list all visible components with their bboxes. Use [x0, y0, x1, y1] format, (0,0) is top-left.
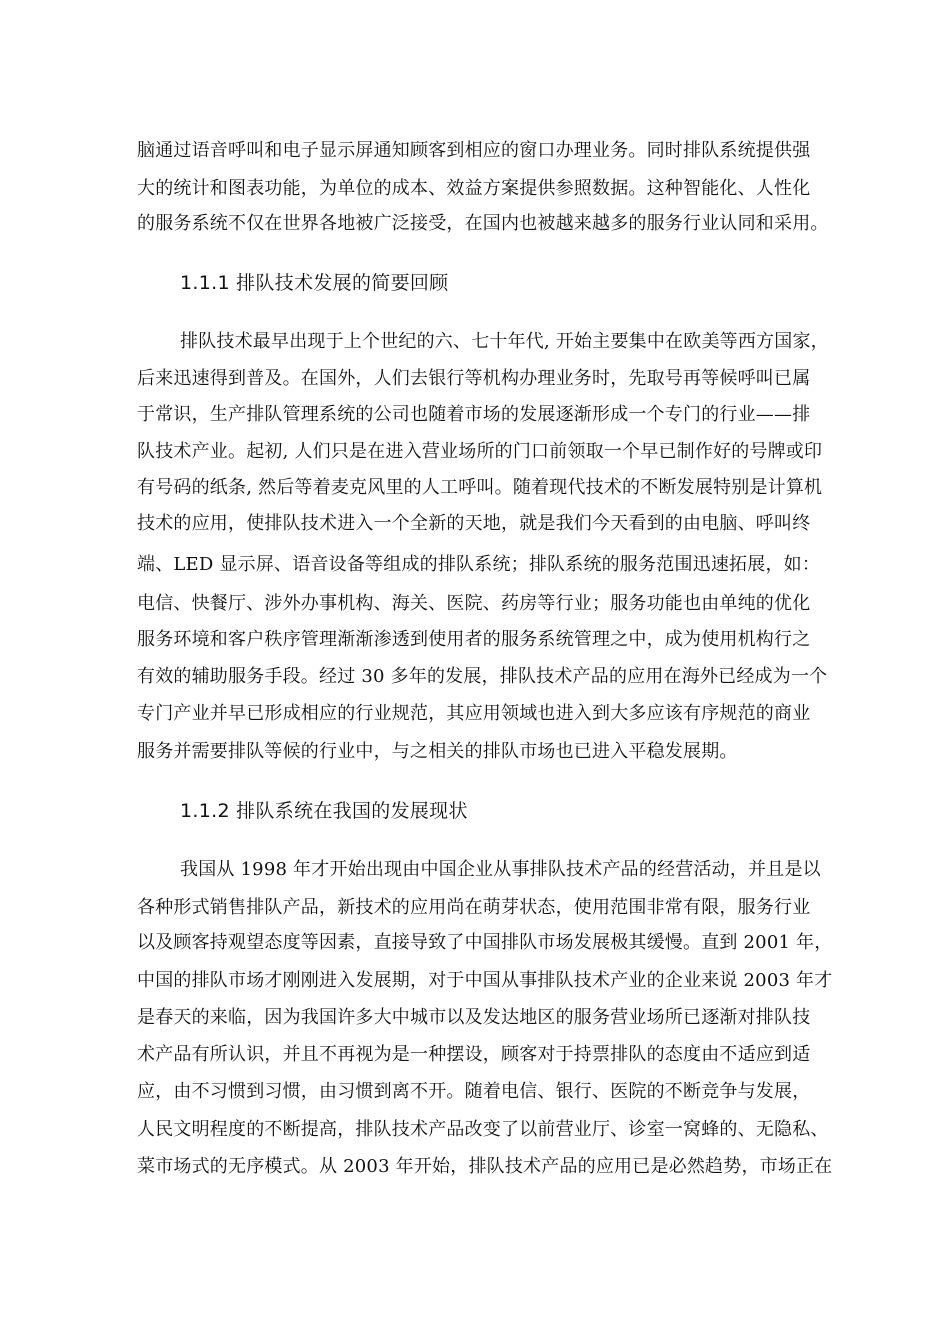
- paragraph-line: 队技术产业。起初, 人们只是在进入营业场所的门口前领取一个早已制作好的号牌或印: [137, 441, 823, 462]
- paragraph-line: 术产品有所认识，并且不再视为是一种摆设，顾客对于持票排队的态度由不适应到适: [137, 1044, 811, 1065]
- paragraph-line: 专门产业并早已形成相应的行业规范，其应用领域也进入到大多应该有序规范的商业: [137, 703, 811, 724]
- paragraph-line: 后来迅速得到普及。在国外，人们去银行等机构办理业务时，先取号再等候呼叫已属: [137, 368, 811, 389]
- paragraph-line: 应，由不习惯到习惯，由习惯到离不开。随着电信、银行、医院的不断竞争与发展，: [137, 1081, 811, 1102]
- section-heading: 1.1.1 排队技术发展的简要回顾: [180, 272, 449, 294]
- paragraph-line: 电信、快餐厅、涉外办事机构、海关、医院、药房等行业；服务功能也由单纯的优化: [137, 593, 811, 614]
- paragraph-line: 有号码的纸条, 然后等着麦克风里的人工呼叫。随着现代技术的不断发展特别是计算机: [137, 477, 823, 498]
- paragraph-line: 大的统计和图表功能，为单位的成本、效益方案提供参照数据。这种智能化、人性化: [137, 178, 811, 199]
- paragraph-line: 于常识，生产排队管理系统的公司也随着市场的发展逐渐形成一个专门的行业——排: [137, 404, 811, 425]
- paragraph-line: 我国从 1998 年才开始出现由中国企业从事排队技术产品的经营活动，并且是以: [180, 859, 821, 880]
- paragraph-line: 服务环境和客户秩序管理渐渐渗透到使用者的服务系统管理之中，成为使用机构行之: [137, 629, 811, 650]
- section-heading: 1.1.2 排队系统在我国的发展现状: [180, 800, 468, 822]
- paragraph-line: 是春天的来临，因为我国许多大中城市以及发达地区的服务营业场所已逐渐对排队技: [137, 1007, 811, 1028]
- paragraph-line: 菜市场式的无序模式。从 2003 年开始，排队技术产品的应用已是必然趋势，市场正在: [137, 1156, 833, 1177]
- paragraph-line: 各种形式销售排队产品，新技术的应用尚在萌芽状态，使用范围非常有限，服务行业: [137, 897, 811, 918]
- paragraph-line: 脑通过语音呼叫和电子显示屏通知顾客到相应的窗口办理业务。同时排队系统提供强: [137, 140, 811, 161]
- paragraph-line: 以及顾客持观望态度等因素，直接导致了中国排队市场发展极其缓慢。直到 2001 年，: [137, 932, 833, 953]
- paragraph-line: 中国的排队市场才刚刚进入发展期，对于中国从事排队技术产业的企业来说 2003 年才: [137, 970, 833, 991]
- paragraph-line: 端、LED 显示屏、语音设备等组成的排队系统；排队系统的服务范围迅速拓展，如：: [137, 554, 821, 575]
- paragraph-line: 排队技术最早出现于上个世纪的六、七十年代, 开始主要集中在欧美等西方国家，: [180, 331, 829, 352]
- paragraph-line: 技术的应用，使排队技术进入一个全新的天地，就是我们今天看到的由电脑、呼叫终: [137, 513, 811, 534]
- paragraph-line: 服务并需要排队等候的行业中，与之相关的排队市场也已进入平稳发展期。: [137, 741, 738, 762]
- paragraph-line: 人民文明程度的不断提高，排队技术产品改变了以前营业厅、诊室一窝蜂的、无隐私、: [137, 1119, 829, 1140]
- paragraph-line: 有效的辅助服务手段。经过 30 多年的发展，排队技术产品的应用在海外已经成为一个: [137, 666, 828, 687]
- paragraph-line: 的服务系统不仅在世界各地被广泛接受，在国内也被越来越多的服务行业认同和采用。: [137, 213, 829, 234]
